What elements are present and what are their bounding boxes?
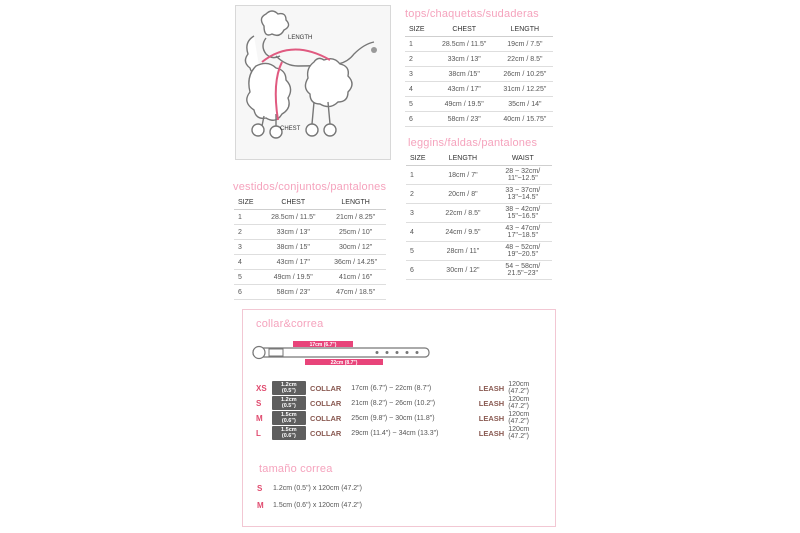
leash-length: 120cm (47.2")	[508, 396, 530, 410]
tops-cell: 26cm / 10.25"	[497, 67, 553, 82]
vestidos-header-cell: CHEST	[261, 195, 325, 210]
table-row	[405, 37, 553, 52]
leggins-cell: 1	[406, 166, 432, 185]
vestidos-cell: 38cm / 15"	[261, 240, 325, 255]
collar-size-code: L	[256, 428, 261, 438]
tops-cell: 38cm /15"	[432, 67, 497, 82]
leash-length: 120cm (47.2")	[508, 381, 530, 395]
table-row	[234, 210, 386, 225]
collar-size-code: XS	[256, 383, 267, 393]
tops-cell: 5	[405, 97, 432, 112]
table-row	[234, 270, 386, 285]
table-row	[406, 261, 552, 280]
table-row	[405, 67, 553, 82]
vestidos-cell: 4	[234, 255, 261, 270]
table-row	[406, 204, 552, 223]
vestidos-cell: 47cm / 18.5"	[325, 285, 386, 300]
leggins-cell: 22cm / 8.5"	[432, 204, 493, 223]
leggins-header-cell: WAIST	[494, 151, 552, 166]
table-row	[406, 223, 552, 242]
tops-cell: 40cm / 15.75"	[497, 112, 553, 127]
collar-long-label: 22cm (8.7")	[330, 360, 358, 366]
length-label: LENGTH	[288, 35, 313, 41]
vestidos-cell: 36cm / 14.25"	[325, 255, 386, 270]
leggins-cell: 4	[406, 223, 432, 242]
collar-keyword: COLLAR	[310, 428, 342, 438]
tamano-value: 1.2cm (0.5") x 120cm (47.2")	[273, 485, 363, 492]
vestidos-cell: 1	[234, 210, 261, 225]
tops-cell: 19cm / 7.5"	[497, 37, 553, 52]
dog-diagram	[235, 5, 391, 160]
list-item	[256, 426, 551, 440]
collar-width-badge: 1.5cm (0.6")	[272, 411, 306, 425]
list-item	[257, 497, 457, 514]
leggins-cell: 3	[406, 204, 432, 223]
vestidos-cell: 5	[234, 270, 261, 285]
leggins-cell: 33 ~ 37cm/ 13"~14.5"	[494, 185, 552, 204]
collar-width-badge: 1.2cm (0.5")	[272, 381, 306, 395]
leggins-cell: 30cm / 12"	[432, 261, 493, 280]
leggins-cell: 18cm / 7"	[432, 166, 493, 185]
tops-cell: 4	[405, 82, 432, 97]
vestidos-header-cell: SIZE	[234, 195, 261, 210]
leggins-table	[406, 151, 552, 280]
tops-cell: 49cm / 19.5"	[432, 97, 497, 112]
leggins-cell: 43 ~ 47cm/ 17"~18.5"	[494, 223, 552, 242]
leggins-cell: 48 ~ 52cm/ 19"~20.5"	[494, 242, 552, 261]
collar-range: 29cm (11.4") ~ 34cm (13.3")	[351, 429, 439, 437]
leggins-cell: 28 ~ 32cm/ 11"~12.5"	[494, 166, 552, 185]
vestidos-title: vestidos/conjuntos/pantalones	[233, 181, 387, 193]
vestidos-cell: 28.5cm / 11.5"	[261, 210, 325, 225]
tops-title: tops/chaquetas/sudaderas	[405, 8, 539, 20]
vestidos-cell: 49cm / 19.5"	[261, 270, 325, 285]
collar-range: 21cm (8.2") ~ 26cm (10.2")	[351, 399, 436, 407]
tops-cell: 58cm / 23"	[432, 112, 497, 127]
table-row	[234, 240, 386, 255]
vestidos-cell: 21cm / 8.25"	[325, 210, 386, 225]
table-row	[234, 255, 386, 270]
vestidos-cell: 41cm / 16"	[325, 270, 386, 285]
collar-size-list	[256, 381, 551, 441]
leggins-cell: 5	[406, 242, 432, 261]
tops-cell: 22cm / 8.5"	[497, 52, 553, 67]
tops-cell: 6	[405, 112, 432, 127]
vestidos-header-cell: LENGTH	[325, 195, 386, 210]
collar-width-badge: 1.5cm (0.6")	[272, 426, 306, 440]
table-row	[405, 97, 553, 112]
tops-cell: 31cm / 12.25"	[497, 82, 553, 97]
list-item	[256, 411, 551, 425]
leash-length: 120cm (47.2")	[508, 411, 530, 425]
list-item	[257, 480, 457, 497]
tops-cell: 35cm / 14"	[497, 97, 553, 112]
leggins-cell: 24cm / 9.5"	[432, 223, 493, 242]
tops-cell: 3	[405, 67, 432, 82]
tops-table	[405, 22, 553, 127]
leggins-cell: 20cm / 8"	[432, 185, 493, 204]
table-row	[406, 242, 552, 261]
tops-cell: 28.5cm / 11.5"	[432, 37, 497, 52]
tamano-title: tamaño correa	[259, 463, 333, 475]
tops-cell: 33cm / 13"	[432, 52, 497, 67]
vestidos-cell: 6	[234, 285, 261, 300]
leggins-header-cell: LENGTH	[432, 151, 493, 166]
leggins-cell: 54 ~ 58cm/ 21.5"~23"	[494, 261, 552, 280]
leash-length: 120cm (47.2")	[508, 426, 530, 440]
collar-keyword: COLLAR	[310, 383, 342, 393]
list-item	[256, 381, 551, 395]
table-row	[405, 82, 553, 97]
leash-keyword: LEASH	[478, 398, 505, 408]
vestidos-cell: 33cm / 13"	[261, 225, 325, 240]
vestidos-cell: 58cm / 23"	[261, 285, 325, 300]
vestidos-cell: 25cm / 10"	[325, 225, 386, 240]
tops-cell: 43cm / 17"	[432, 82, 497, 97]
collar-diagram	[249, 338, 439, 368]
leggins-title: leggins/faldas/pantalones	[408, 137, 538, 149]
leggins-cell: 2	[406, 185, 432, 204]
leggins-cell: 38 ~ 42cm/ 15"~16.5"	[494, 204, 552, 223]
collar-section	[242, 309, 556, 527]
collar-size-code: M	[256, 413, 263, 423]
leash-keyword: LEASH	[478, 383, 505, 393]
table-row	[406, 185, 552, 204]
collar-short-label: 17cm (6.7")	[309, 342, 337, 348]
collar-range: 17cm (6.7") ~ 22cm (8.7")	[351, 384, 432, 392]
tops-header-cell: LENGTH	[497, 22, 553, 37]
tops-header-cell: SIZE	[405, 22, 432, 37]
vestidos-cell: 30cm / 12"	[325, 240, 386, 255]
collar-size-code: S	[256, 398, 262, 408]
leggins-header-cell: SIZE	[406, 151, 432, 166]
poodle-illustration	[236, 6, 390, 159]
collar-keyword: COLLAR	[310, 413, 342, 423]
table-row	[234, 225, 386, 240]
vestidos-table	[234, 195, 386, 300]
list-item	[256, 396, 551, 410]
tops-cell: 1	[405, 37, 432, 52]
tamano-size-code: M	[257, 501, 264, 510]
tamano-value: 1.5cm (0.6") x 120cm (47.2")	[273, 502, 363, 509]
leggins-cell: 28cm / 11"	[432, 242, 493, 261]
table-row	[405, 112, 553, 127]
tamano-list	[257, 480, 457, 514]
leggins-cell: 6	[406, 261, 432, 280]
tops-cell: 2	[405, 52, 432, 67]
vestidos-cell: 43cm / 17"	[261, 255, 325, 270]
tops-header-cell: CHEST	[432, 22, 497, 37]
collar-keyword: COLLAR	[310, 398, 342, 408]
chest-label: CHEST	[280, 126, 301, 132]
collar-title: collar&correa	[256, 318, 324, 330]
collar-width-badge: 1.2cm (0.5")	[272, 396, 306, 410]
tamano-size-code: S	[257, 484, 263, 493]
table-row	[234, 285, 386, 300]
leash-keyword: LEASH	[478, 413, 505, 423]
table-row	[405, 52, 553, 67]
collar-range: 25cm (9.8") ~ 30cm (11.8")	[351, 414, 435, 422]
vestidos-cell: 2	[234, 225, 261, 240]
vestidos-cell: 3	[234, 240, 261, 255]
leash-keyword: LEASH	[478, 428, 505, 438]
table-row	[406, 166, 552, 185]
